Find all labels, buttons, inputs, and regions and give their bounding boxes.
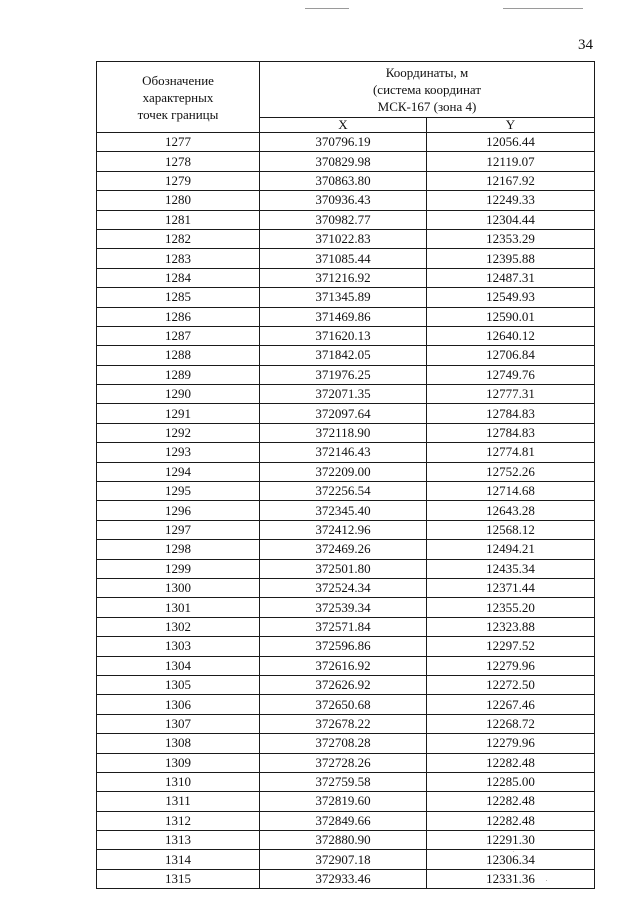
y-cell: 12331.36 [427, 869, 595, 888]
point-cell: 1312 [97, 811, 260, 830]
table-row [97, 637, 595, 656]
table-row [97, 540, 595, 559]
point-designation-header [97, 62, 260, 133]
point-cell: 1280 [97, 191, 260, 210]
point-cell: 1292 [97, 423, 260, 442]
x-cell: 372678.22 [260, 714, 427, 733]
point-cell: 1285 [97, 288, 260, 307]
table-row [97, 753, 595, 772]
table-row [97, 501, 595, 520]
point-cell: 1278 [97, 152, 260, 171]
point-cell: 1313 [97, 831, 260, 850]
x-column-header: X [260, 118, 427, 133]
x-cell: 370936.43 [260, 191, 427, 210]
table-row [97, 559, 595, 578]
header-row-main [97, 62, 595, 118]
x-cell: 372469.26 [260, 540, 427, 559]
y-cell: 12167.92 [427, 171, 595, 190]
point-cell: 1314 [97, 850, 260, 869]
y-cell: 12285.00 [427, 772, 595, 791]
point-cell: 1300 [97, 578, 260, 597]
point-cell: 1296 [97, 501, 260, 520]
point-cell: 1308 [97, 734, 260, 753]
point-cell: 1282 [97, 229, 260, 248]
point-cell: 1299 [97, 559, 260, 578]
point-cell: 1277 [97, 133, 260, 152]
y-cell: 12487.31 [427, 268, 595, 287]
point-cell: 1305 [97, 675, 260, 694]
point-cell: 1286 [97, 307, 260, 326]
point-cell: 1290 [97, 385, 260, 404]
y-cell: 12777.31 [427, 385, 595, 404]
table-row [97, 831, 595, 850]
coordinates-header [260, 62, 595, 118]
x-cell: 371620.13 [260, 326, 427, 345]
table-row [97, 268, 595, 287]
table-row [97, 772, 595, 791]
page-number: 34 [578, 37, 593, 53]
table-row [97, 869, 595, 888]
table-row [97, 792, 595, 811]
point-cell: 1279 [97, 171, 260, 190]
table-row [97, 695, 595, 714]
x-cell: 370982.77 [260, 210, 427, 229]
x-cell: 370863.80 [260, 171, 427, 190]
y-cell: 12643.28 [427, 501, 595, 520]
table-row [97, 365, 595, 384]
x-cell: 372571.84 [260, 617, 427, 636]
table-body [97, 133, 595, 889]
x-cell: 372097.64 [260, 404, 427, 423]
table-row [97, 210, 595, 229]
coords-header-line: Координаты, м [385, 65, 469, 80]
point-cell: 1287 [97, 326, 260, 345]
x-cell: 372708.28 [260, 734, 427, 753]
point-cell: 1295 [97, 482, 260, 501]
table-row [97, 385, 595, 404]
x-cell: 372728.26 [260, 753, 427, 772]
x-cell: 372819.60 [260, 792, 427, 811]
point-cell: 1297 [97, 520, 260, 539]
y-cell: 12568.12 [427, 520, 595, 539]
table-row [97, 578, 595, 597]
y-cell: 12279.96 [427, 656, 595, 675]
point-header-line: Обозначение [142, 72, 214, 88]
point-cell: 1298 [97, 540, 260, 559]
y-cell: 12749.76 [427, 365, 595, 384]
table-row [97, 346, 595, 365]
scan-speck [513, 851, 514, 852]
table-row [97, 598, 595, 617]
point-header-line: точек границы [137, 106, 219, 122]
table-row [97, 462, 595, 481]
point-cell: 1307 [97, 714, 260, 733]
x-cell: 372118.90 [260, 423, 427, 442]
y-cell: 12268.72 [427, 714, 595, 733]
x-cell: 372071.35 [260, 385, 427, 404]
point-cell: 1310 [97, 772, 260, 791]
table-row [97, 656, 595, 675]
y-cell: 12752.26 [427, 462, 595, 481]
table-row [97, 191, 595, 210]
header-rule-right [503, 8, 583, 9]
y-cell: 12249.33 [427, 191, 595, 210]
table-row [97, 617, 595, 636]
table-row [97, 734, 595, 753]
point-cell: 1309 [97, 753, 260, 772]
table-row [97, 482, 595, 501]
table-row [97, 675, 595, 694]
x-cell: 372907.18 [260, 850, 427, 869]
table-row [97, 326, 595, 345]
y-cell: 12323.88 [427, 617, 595, 636]
y-cell: 12706.84 [427, 346, 595, 365]
table-row [97, 714, 595, 733]
x-cell: 370829.98 [260, 152, 427, 171]
x-cell: 372539.34 [260, 598, 427, 617]
y-column-header: Y [427, 118, 595, 133]
point-cell: 1293 [97, 443, 260, 462]
table-row [97, 171, 595, 190]
x-cell: 372209.00 [260, 462, 427, 481]
y-cell: 12267.46 [427, 695, 595, 714]
point-cell: 1302 [97, 617, 260, 636]
y-cell: 12784.83 [427, 404, 595, 423]
y-cell: 12371.44 [427, 578, 595, 597]
coords-header-line: МСК-167 (зона 4) [377, 99, 477, 114]
table-row [97, 133, 595, 152]
y-cell: 12549.93 [427, 288, 595, 307]
y-cell: 12395.88 [427, 249, 595, 268]
y-cell: 12784.83 [427, 423, 595, 442]
point-cell: 1301 [97, 598, 260, 617]
x-cell: 372626.92 [260, 675, 427, 694]
x-cell: 371469.86 [260, 307, 427, 326]
y-cell: 12355.20 [427, 598, 595, 617]
y-cell: 12272.50 [427, 675, 595, 694]
table-row [97, 520, 595, 539]
table-row [97, 307, 595, 326]
table-row [97, 811, 595, 830]
y-cell: 12279.96 [427, 734, 595, 753]
point-cell: 1283 [97, 249, 260, 268]
y-cell: 12640.12 [427, 326, 595, 345]
x-cell: 371022.83 [260, 229, 427, 248]
point-cell: 1304 [97, 656, 260, 675]
point-cell: 1306 [97, 695, 260, 714]
y-cell: 12435.34 [427, 559, 595, 578]
point-cell: 1294 [97, 462, 260, 481]
table-row [97, 443, 595, 462]
coordinates-table [96, 61, 595, 889]
y-cell: 12590.01 [427, 307, 595, 326]
point-cell: 1281 [97, 210, 260, 229]
x-cell: 371842.05 [260, 346, 427, 365]
scan-speck [546, 880, 547, 881]
y-cell: 12119.07 [427, 152, 595, 171]
x-cell: 372616.92 [260, 656, 427, 675]
table-row [97, 850, 595, 869]
x-cell: 372146.43 [260, 443, 427, 462]
point-cell: 1291 [97, 404, 260, 423]
x-cell: 371085.44 [260, 249, 427, 268]
x-cell: 370796.19 [260, 133, 427, 152]
point-cell: 1284 [97, 268, 260, 287]
x-cell: 372650.68 [260, 695, 427, 714]
y-cell: 12282.48 [427, 753, 595, 772]
x-cell: 372849.66 [260, 811, 427, 830]
x-cell: 372759.58 [260, 772, 427, 791]
table-row [97, 423, 595, 442]
x-cell: 372256.54 [260, 482, 427, 501]
table-row [97, 152, 595, 171]
y-cell: 12056.44 [427, 133, 595, 152]
y-cell: 12494.21 [427, 540, 595, 559]
table-row [97, 229, 595, 248]
table-row [97, 404, 595, 423]
x-cell: 372880.90 [260, 831, 427, 850]
x-cell: 371976.25 [260, 365, 427, 384]
y-cell: 12282.48 [427, 792, 595, 811]
x-cell: 372524.34 [260, 578, 427, 597]
point-header-line: характерных [142, 89, 214, 105]
table-header [97, 62, 595, 133]
point-cell: 1315 [97, 869, 260, 888]
header-rule-left [305, 8, 349, 9]
x-cell: 371216.92 [260, 268, 427, 287]
y-cell: 12291.30 [427, 831, 595, 850]
x-cell: 372596.86 [260, 637, 427, 656]
y-cell: 12306.34 [427, 850, 595, 869]
x-cell: 372501.80 [260, 559, 427, 578]
point-cell: 1289 [97, 365, 260, 384]
table-row [97, 288, 595, 307]
point-cell: 1288 [97, 346, 260, 365]
y-cell: 12297.52 [427, 637, 595, 656]
x-cell: 372345.40 [260, 501, 427, 520]
point-cell: 1303 [97, 637, 260, 656]
x-cell: 371345.89 [260, 288, 427, 307]
y-cell: 12282.48 [427, 811, 595, 830]
point-cell: 1311 [97, 792, 260, 811]
x-cell: 372412.96 [260, 520, 427, 539]
y-cell: 12353.29 [427, 229, 595, 248]
table-row [97, 249, 595, 268]
y-cell: 12774.81 [427, 443, 595, 462]
x-cell: 372933.46 [260, 869, 427, 888]
y-cell: 12714.68 [427, 482, 595, 501]
coords-header-line: (система координат [372, 82, 482, 97]
y-cell: 12304.44 [427, 210, 595, 229]
